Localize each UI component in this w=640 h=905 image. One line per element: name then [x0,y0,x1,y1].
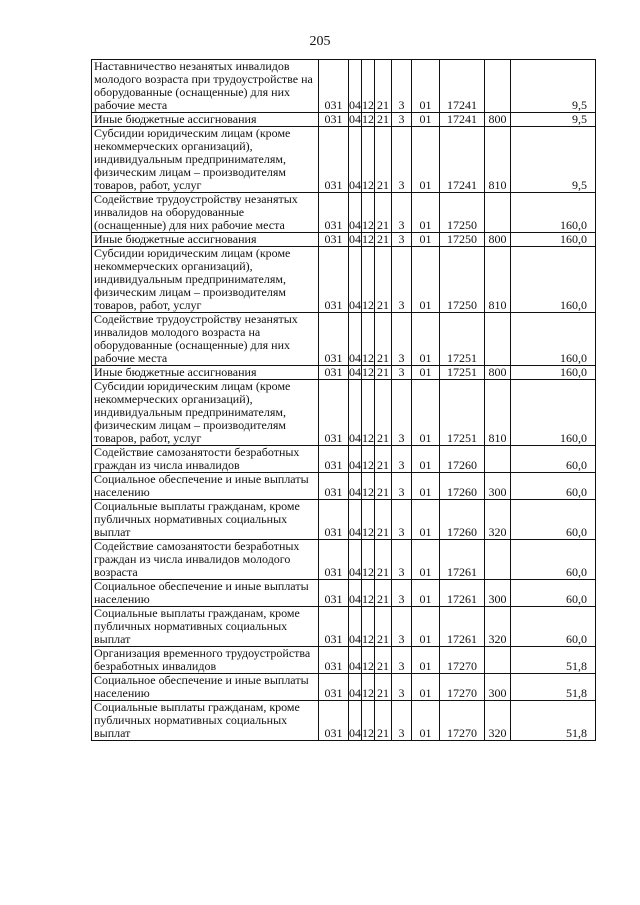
amount-cell: 160,0 [511,380,596,446]
subsection-code-cell: 12 [362,313,375,366]
subprogram-code-cell: 3 [392,701,412,741]
expense-type-cell: 300 [485,580,511,607]
event-code-cell: 01 [412,127,440,193]
direction-code-cell: 17270 [440,701,485,741]
event-code-cell: 01 [412,247,440,313]
subsection-code-cell: 12 [362,127,375,193]
event-code-cell: 01 [412,473,440,500]
direction-code-cell: 17250 [440,193,485,233]
expense-type-cell: 300 [485,674,511,701]
amount-cell: 60,0 [511,607,596,647]
expense-type-cell: 800 [485,233,511,247]
expense-type-cell [485,647,511,674]
row-name-cell: Содействие трудоустройству незанятых инвалидов молодого возраста на оборудованные (оснащенные) для них рабочие места [92,313,319,366]
row-name-cell: Иные бюджетные ассигнования [92,233,319,247]
amount-cell: 160,0 [511,233,596,247]
subprogram-code-cell: 3 [392,500,412,540]
subsection-code-cell: 12 [362,674,375,701]
direction-code-cell: 17241 [440,60,485,113]
grbs-code-cell: 031 [319,247,349,313]
expense-type-cell: 320 [485,607,511,647]
section-code-cell: 04 [349,193,362,233]
grbs-code-cell: 031 [319,701,349,741]
event-code-cell: 01 [412,580,440,607]
subsection-code-cell: 12 [362,607,375,647]
subsection-code-cell: 12 [362,380,375,446]
subsection-code-cell: 12 [362,232,374,246]
amount-cell: 9,5 [511,127,596,193]
row-name-cell: Социальные выплаты гражданам, кроме публичных нормативных социальных выплат [92,701,319,741]
page-number: 205 [309,34,331,49]
expense-type-cell [485,313,511,366]
subprogram-code-cell: 3 [392,580,412,607]
event-code-cell: 01 [412,113,440,127]
subprogram-code-cell: 3 [392,473,412,500]
grbs-code-cell: 031 [319,193,349,233]
direction-code-cell: 17260 [440,446,485,473]
expense-type-cell: 320 [485,701,511,741]
expense-type-cell [485,193,511,233]
table-row [92,674,596,701]
subsection-code-cell: 12 [362,580,375,607]
subprogram-code-cell: 3 [392,607,412,647]
table-row [92,193,596,233]
subprogram-code-cell: 3 [392,127,412,193]
table-body [92,60,596,741]
grbs-code-cell: 031 [319,473,349,500]
subprogram-code-cell: 3 [392,380,412,446]
section-code-cell: 04 [349,232,361,246]
subprogram-code-cell: 3 [392,113,412,127]
section-code-cell: 04 [349,580,362,607]
budget-table [91,59,596,741]
direction-code-cell: 17261 [440,540,485,580]
subprogram-code-cell: 3 [392,366,412,380]
program-code-cell: 21 [375,607,392,647]
program-code-cell: 21 [375,674,392,701]
event-code-cell: 01 [412,446,440,473]
amount-cell: 160,0 [511,366,596,380]
amount-cell: 60,0 [511,540,596,580]
amount-cell: 60,0 [511,446,596,473]
program-code-cell: 21 [375,580,392,607]
direction-code-cell: 17251 [440,380,485,446]
table-row [92,313,596,366]
subprogram-code-cell: 3 [392,674,412,701]
table-row [92,60,596,113]
direction-code-cell: 17241 [440,113,485,127]
row-name-cell: Субсидии юридическим лицам (кроме некоммерческих организаций), индивидуальным предпринимателям, физическим лицам – производителям товаров, работ, услуг [92,127,319,193]
grbs-code-cell: 031 [319,380,349,446]
program-code-cell: 21 [375,247,392,313]
subsection-code-cell: 12 [362,60,375,113]
subsection-code-cell: 12 [362,500,375,540]
amount-cell: 160,0 [511,193,596,233]
event-code-cell: 01 [412,500,440,540]
event-code-cell: 01 [412,674,440,701]
program-code-cell: 21 [375,380,392,446]
table-row [92,540,596,580]
expense-type-cell: 800 [485,366,511,380]
row-name-cell: Организация временного трудоустройства безработных инвалидов [92,647,319,674]
event-code-cell: 01 [412,380,440,446]
grbs-code-cell: 031 [319,580,349,607]
subprogram-code-cell: 3 [392,60,412,113]
row-name-cell: Социальное обеспечение и иные выплаты населению [92,580,319,607]
amount-cell: 60,0 [511,500,596,540]
row-name-cell: Наставничество незанятых инвалидов молодого возраста при трудоустройстве на оборудованные (оснащенные) для них рабочие места [92,60,319,113]
subprogram-code-cell: 3 [392,233,412,247]
section-code-cell: 04 [349,313,362,366]
table-row [92,607,596,647]
expense-type-cell: 810 [485,247,511,313]
event-code-cell: 01 [412,540,440,580]
direction-code-cell: 17270 [440,674,485,701]
direction-code-cell: 17251 [440,313,485,366]
section-code-cell: 04 [349,127,362,193]
table-row [92,647,596,674]
grbs-code-cell: 031 [319,446,349,473]
subprogram-code-cell: 3 [392,313,412,366]
grbs-code-cell: 031 [319,60,349,113]
subsection-code-cell: 12 [362,701,375,741]
program-code-cell: 21 [375,647,392,674]
table-row [92,247,596,313]
direction-code-cell: 17260 [440,473,485,500]
event-code-cell: 01 [412,313,440,366]
section-code-cell: 04 [349,112,361,126]
table-row [92,380,596,446]
row-name-cell: Субсидии юридическим лицам (кроме некоммерческих организаций), индивидуальным предпринимателям, физическим лицам – производителям товаров, работ, услуг [92,380,319,446]
program-code-cell: 21 [375,446,392,473]
program-code-cell: 21 [375,366,392,380]
program-code-cell: 21 [375,500,392,540]
section-code-cell: 04 [349,60,362,113]
section-code-cell: 04 [349,473,362,500]
program-code-cell: 21 [375,540,392,580]
amount-cell: 60,0 [511,580,596,607]
table-row [92,500,596,540]
expense-type-cell: 800 [485,113,511,127]
grbs-code-cell: 031 [319,647,349,674]
row-name-cell: Субсидии юридическим лицам (кроме некоммерческих организаций), индивидуальным предпринимателям, физическим лицам – производителям товаров, работ, услуг [92,247,319,313]
event-code-cell: 01 [412,607,440,647]
row-name-cell: Социальные выплаты гражданам, кроме публичных нормативных социальных выплат [92,500,319,540]
subprogram-code-cell: 3 [392,540,412,580]
subsection-code-cell: 12 [362,193,375,233]
expense-type-cell [485,446,511,473]
subsection-code-cell: 12 [362,647,375,674]
row-name-cell: Социальные выплаты гражданам, кроме публичных нормативных социальных выплат [92,607,319,647]
event-code-cell: 01 [412,60,440,113]
direction-code-cell: 17261 [440,607,485,647]
program-code-cell: 21 [375,233,392,247]
row-name-cell: Содействие трудоустройству незанятых инвалидов на оборудованные (оснащенные) для них рабочие места [92,193,319,233]
amount-cell: 51,8 [511,701,596,741]
row-name-cell: Иные бюджетные ассигнования [92,113,319,127]
event-code-cell: 01 [412,647,440,674]
section-code-cell: 04 [349,647,362,674]
subprogram-code-cell: 3 [392,247,412,313]
table-row [92,366,596,380]
section-code-cell: 04 [349,247,362,313]
table-row [92,580,596,607]
direction-code-cell: 17261 [440,580,485,607]
program-code-cell: 21 [375,473,392,500]
subsection-code-cell: 12 [362,365,374,379]
subprogram-code-cell: 3 [392,193,412,233]
row-name-cell: Социальное обеспечение и иные выплаты населению [92,473,319,500]
table-row [92,473,596,500]
direction-code-cell: 17250 [440,233,485,247]
subsection-code-cell: 12 [362,247,375,313]
table-row [92,701,596,741]
grbs-code-cell: 031 [319,540,349,580]
direction-code-cell: 17241 [440,127,485,193]
subsection-code-cell: 12 [362,473,375,500]
program-code-cell: 21 [375,193,392,233]
section-code-cell: 04 [349,365,361,379]
program-code-cell: 21 [375,60,392,113]
amount-cell: 9,5 [511,60,596,113]
section-code-cell: 04 [349,607,362,647]
grbs-code-cell: 031 [319,674,349,701]
expense-type-cell: 300 [485,473,511,500]
subprogram-code-cell: 3 [392,647,412,674]
amount-cell: 51,8 [511,647,596,674]
amount-cell: 160,0 [511,247,596,313]
program-code-cell: 21 [375,701,392,741]
subsection-code-cell: 12 [362,540,375,580]
expense-type-cell [485,60,511,113]
event-code-cell: 01 [412,233,440,247]
grbs-code-cell: 031 [319,607,349,647]
program-code-cell: 21 [375,313,392,366]
expense-type-cell: 320 [485,500,511,540]
section-code-cell: 04 [349,446,362,473]
table-row [92,127,596,193]
expense-type-cell: 810 [485,127,511,193]
subsection-code-cell: 12 [362,112,374,126]
grbs-code-cell: 031 [319,500,349,540]
row-name-cell: Иные бюджетные ассигнования [92,366,319,380]
program-code-cell: 21 [375,113,392,127]
section-code-cell: 04 [349,701,362,741]
subprogram-code-cell: 3 [392,446,412,473]
grbs-code-cell: 031 [319,233,349,247]
direction-code-cell: 17251 [440,366,485,380]
direction-code-cell: 17270 [440,647,485,674]
row-name-cell: Содействие самозанятости безработных граждан из числа инвалидов [92,446,319,473]
event-code-cell: 01 [412,701,440,741]
direction-code-cell: 17250 [440,247,485,313]
section-code-cell: 04 [349,674,362,701]
amount-cell: 51,8 [511,674,596,701]
grbs-code-cell: 031 [319,366,349,380]
expense-type-cell: 810 [485,380,511,446]
table-row [92,233,596,247]
amount-cell: 60,0 [511,473,596,500]
program-code-cell: 21 [375,127,392,193]
subsection-code-cell: 12 [362,446,375,473]
table-row [92,113,596,127]
section-code-cell: 04 [349,500,362,540]
amount-cell: 160,0 [511,313,596,366]
grbs-code-cell: 031 [319,127,349,193]
table-row [92,446,596,473]
grbs-code-cell: 031 [319,313,349,366]
section-code-cell: 04 [349,540,362,580]
grbs-code-cell: 031 [319,113,349,127]
event-code-cell: 01 [412,193,440,233]
expense-type-cell [485,540,511,580]
section-code-cell: 04 [349,380,362,446]
row-name-cell: Содействие самозанятости безработных граждан из числа инвалидов молодого возраста [92,540,319,580]
direction-code-cell: 17260 [440,500,485,540]
amount-cell: 9,5 [511,113,596,127]
event-code-cell: 01 [412,366,440,380]
row-name-cell: Социальное обеспечение и иные выплаты населению [92,674,319,701]
